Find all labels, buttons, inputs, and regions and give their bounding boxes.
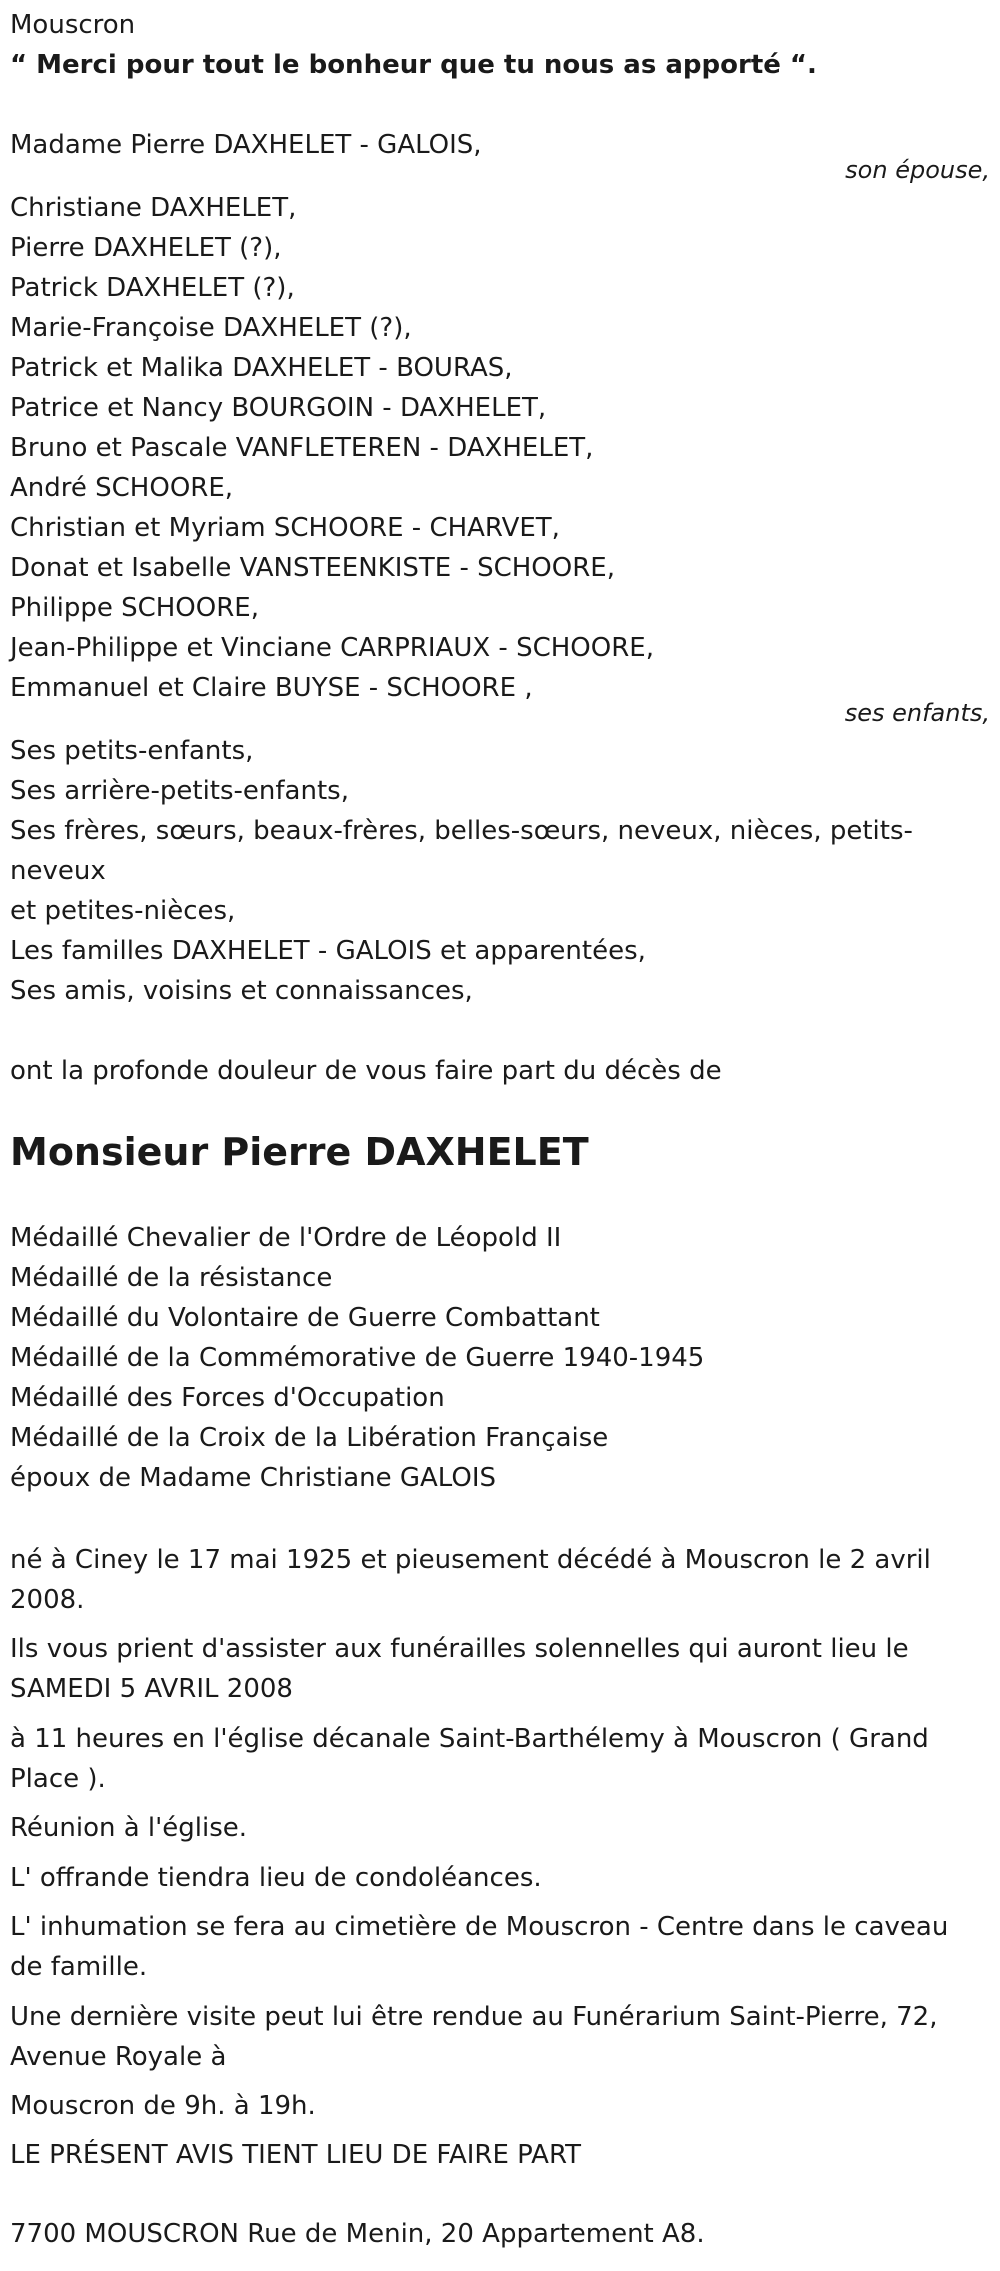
spouse-role: son épouse, bbox=[845, 156, 990, 184]
child-item: Philippe SCHOORE, bbox=[10, 593, 259, 623]
child-item: Jean-Philippe et Vinciane CARPRIAUX - SCHOORE, bbox=[10, 633, 654, 663]
detail-line: Mouscron de 9h. à 19h. bbox=[10, 2091, 316, 2121]
child-item: André SCHOORE, bbox=[10, 473, 234, 503]
detail-line: LE PRÉSENT AVIS TIENT LIEU DE FAIRE PART bbox=[10, 2140, 582, 2170]
deceased-name: Monsieur Pierre DAXHELET bbox=[10, 1130, 589, 1174]
address: 7700 MOUSCRON Rue de Menin, 20 Appartement A8. bbox=[10, 2219, 705, 2249]
children-role: ses enfants, bbox=[844, 699, 990, 727]
announcement: ont la profonde douleur de vous faire part du décès de bbox=[10, 1056, 722, 1086]
place-heading: Mouscron bbox=[10, 10, 136, 40]
spouse-name: Madame Pierre DAXHELET - GALOIS, bbox=[10, 130, 482, 160]
child-item: Pierre DAXHELET (?), bbox=[10, 233, 282, 263]
child-item: Bruno et Pascale VANFLETEREN - DAXHELET, bbox=[10, 433, 594, 463]
detail-line: L' inhumation se fera au cimetière de Mouscron - Centre dans le caveau bbox=[10, 1912, 949, 1942]
quote: “ Merci pour tout le bonheur que tu nous as apporté “. bbox=[10, 50, 817, 80]
detail-line: Place ). bbox=[10, 1764, 106, 1794]
honor-item: Médaillé de la Croix de la Libération Française bbox=[10, 1423, 609, 1453]
family-line: Les familles DAXHELET - GALOIS et apparentées, bbox=[10, 936, 646, 966]
child-item: Patrice et Nancy BOURGOIN - DAXHELET, bbox=[10, 393, 547, 423]
honor-item: Médaillé du Volontaire de Guerre Combattant bbox=[10, 1303, 600, 1333]
honor-item: Médaillé de la Commémorative de Guerre 1940-1945 bbox=[10, 1343, 705, 1373]
child-item: Donat et Isabelle VANSTEENKISTE - SCHOORE, bbox=[10, 553, 615, 583]
family-line: Ses petits-enfants, bbox=[10, 736, 254, 766]
family-line: neveux bbox=[10, 856, 106, 886]
detail-line: Une dernière visite peut lui être rendue au Funérarium Saint-Pierre, 72, bbox=[10, 2002, 938, 2032]
family-line: Ses arrière-petits-enfants, bbox=[10, 776, 349, 806]
family-line: Ses frères, sœurs, beaux-frères, belles-sœurs, neveux, nièces, petits- bbox=[10, 816, 913, 846]
child-item: Christiane DAXHELET, bbox=[10, 193, 297, 223]
honor-item: Médaillé des Forces d'Occupation bbox=[10, 1383, 445, 1413]
family-line: et petites-nièces, bbox=[10, 896, 236, 926]
child-item: Christian et Myriam SCHOORE - CHARVET, bbox=[10, 513, 560, 543]
honor-item: Médaillé de la résistance bbox=[10, 1263, 333, 1293]
detail-line: de famille. bbox=[10, 1952, 148, 1982]
honor-item: époux de Madame Christiane GALOIS bbox=[10, 1463, 497, 1493]
honor-item: Médaillé Chevalier de l'Ordre de Léopold II bbox=[10, 1223, 562, 1253]
detail-line: né à Ciney le 17 mai 1925 et pieusement décédé à Mouscron le 2 avril bbox=[10, 1545, 931, 1575]
detail-line: Réunion à l'église. bbox=[10, 1813, 248, 1843]
child-item: Emmanuel et Claire BUYSE - SCHOORE , bbox=[10, 673, 533, 703]
detail-line: à 11 heures en l'église décanale Saint-Barthélemy à Mouscron ( Grand bbox=[10, 1724, 929, 1754]
family-line: Ses amis, voisins et connaissances, bbox=[10, 976, 473, 1006]
detail-line: 2008. bbox=[10, 1585, 85, 1615]
detail-line: SAMEDI 5 AVRIL 2008 bbox=[10, 1674, 293, 1704]
detail-line: Ils vous prient d'assister aux funérailles solennelles qui auront lieu le bbox=[10, 1634, 909, 1664]
child-item: Marie-Françoise DAXHELET (?), bbox=[10, 313, 412, 343]
child-item: Patrick DAXHELET (?), bbox=[10, 273, 295, 303]
detail-line: Avenue Royale à bbox=[10, 2042, 227, 2072]
child-item: Patrick et Malika DAXHELET - BOURAS, bbox=[10, 353, 513, 383]
detail-line: L' offrande tiendra lieu de condoléances. bbox=[10, 1863, 542, 1893]
